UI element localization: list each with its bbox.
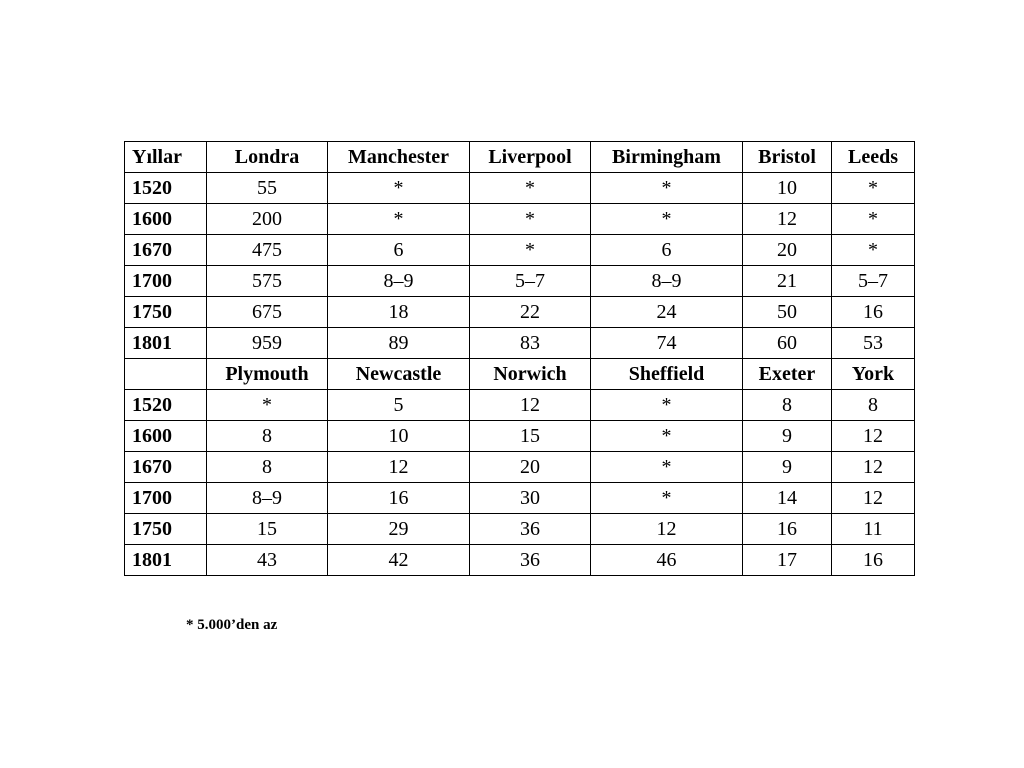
table-cell: 475 xyxy=(207,235,328,266)
table-cell: 53 xyxy=(832,328,915,359)
table-cell: 43 xyxy=(207,545,328,576)
column-header: Exeter xyxy=(743,359,832,390)
column-header: Plymouth xyxy=(207,359,328,390)
table-cell: 8 xyxy=(743,390,832,421)
table-cell: 5–7 xyxy=(470,266,591,297)
table-cell: 83 xyxy=(470,328,591,359)
table-cell: 42 xyxy=(328,545,470,576)
table-cell: 959 xyxy=(207,328,328,359)
table-cell: 9 xyxy=(743,421,832,452)
year-cell: 1801 xyxy=(125,328,207,359)
column-header: Birmingham xyxy=(591,142,743,173)
column-header: Leeds xyxy=(832,142,915,173)
column-header: Liverpool xyxy=(470,142,591,173)
table-cell: 18 xyxy=(328,297,470,328)
table-row xyxy=(125,297,915,328)
table-row xyxy=(125,235,915,266)
header-row xyxy=(125,359,915,390)
table-cell: * xyxy=(832,235,915,266)
table-cell: 16 xyxy=(743,514,832,545)
table-cell: 12 xyxy=(591,514,743,545)
table-cell: 20 xyxy=(470,452,591,483)
table-cell: 16 xyxy=(328,483,470,514)
table-cell: 50 xyxy=(743,297,832,328)
table-cell: 55 xyxy=(207,173,328,204)
table-cell: 89 xyxy=(328,328,470,359)
table-row xyxy=(125,173,915,204)
column-header: Sheffield xyxy=(591,359,743,390)
year-cell: 1520 xyxy=(125,390,207,421)
header-row xyxy=(125,142,915,173)
population-table xyxy=(124,141,915,576)
table-cell: 12 xyxy=(470,390,591,421)
table-cell: 15 xyxy=(207,514,328,545)
year-cell: 1670 xyxy=(125,452,207,483)
year-cell: 1670 xyxy=(125,235,207,266)
column-header: York xyxy=(832,359,915,390)
table-cell: * xyxy=(328,173,470,204)
table-cell: 9 xyxy=(743,452,832,483)
table-cell: 200 xyxy=(207,204,328,235)
table-row xyxy=(125,390,915,421)
year-cell: 1600 xyxy=(125,421,207,452)
table-row xyxy=(125,452,915,483)
table-cell: 30 xyxy=(470,483,591,514)
table-cell: 17 xyxy=(743,545,832,576)
table-cell: 12 xyxy=(832,483,915,514)
table-cell: 12 xyxy=(832,421,915,452)
table-row xyxy=(125,514,915,545)
table-cell: 12 xyxy=(328,452,470,483)
table-cell: 22 xyxy=(470,297,591,328)
table-cell: 10 xyxy=(328,421,470,452)
table-row xyxy=(125,545,915,576)
column-header: Newcastle xyxy=(328,359,470,390)
column-header: Bristol xyxy=(743,142,832,173)
table-row xyxy=(125,421,915,452)
column-header: Londra xyxy=(207,142,328,173)
table-cell: 8–9 xyxy=(328,266,470,297)
table-cell: 575 xyxy=(207,266,328,297)
table-cell: 46 xyxy=(591,545,743,576)
table-cell: 12 xyxy=(743,204,832,235)
column-header: Norwich xyxy=(470,359,591,390)
table-row xyxy=(125,328,915,359)
table-cell: 6 xyxy=(328,235,470,266)
table-cell: 11 xyxy=(832,514,915,545)
table-cell: 74 xyxy=(591,328,743,359)
table-cell: 5 xyxy=(328,390,470,421)
table-cell: * xyxy=(470,173,591,204)
table-cell: * xyxy=(832,204,915,235)
column-header: Manchester xyxy=(328,142,470,173)
table-cell: 24 xyxy=(591,297,743,328)
table-cell: 12 xyxy=(832,452,915,483)
table-cell: 21 xyxy=(743,266,832,297)
table-cell: 8 xyxy=(207,421,328,452)
year-cell: 1750 xyxy=(125,514,207,545)
table-cell: 36 xyxy=(470,545,591,576)
table-cell: 20 xyxy=(743,235,832,266)
table-cell: 14 xyxy=(743,483,832,514)
table-cell: 8–9 xyxy=(591,266,743,297)
table-row xyxy=(125,204,915,235)
year-cell: 1700 xyxy=(125,266,207,297)
table-cell: * xyxy=(470,235,591,266)
year-cell: 1700 xyxy=(125,483,207,514)
year-cell: 1801 xyxy=(125,545,207,576)
table-cell: * xyxy=(591,390,743,421)
table-cell: * xyxy=(591,452,743,483)
table-cell: 8 xyxy=(207,452,328,483)
table-cell: 8 xyxy=(832,390,915,421)
table-cell: 29 xyxy=(328,514,470,545)
table-cell: * xyxy=(591,421,743,452)
table-row xyxy=(125,266,915,297)
corner-label: Yıllar xyxy=(125,142,207,173)
table-cell: * xyxy=(591,173,743,204)
table-cell: 675 xyxy=(207,297,328,328)
footnote: * 5.000’den az xyxy=(186,617,278,633)
table-cell: * xyxy=(832,173,915,204)
table-cell: 15 xyxy=(470,421,591,452)
table-row xyxy=(125,483,915,514)
table-cell: 5–7 xyxy=(832,266,915,297)
table-cell: 16 xyxy=(832,297,915,328)
table-cell: * xyxy=(591,483,743,514)
table-cell: 8–9 xyxy=(207,483,328,514)
table-cell: 16 xyxy=(832,545,915,576)
table-cell: 60 xyxy=(743,328,832,359)
table-cell: * xyxy=(207,390,328,421)
table-cell: * xyxy=(591,204,743,235)
table-cell: * xyxy=(470,204,591,235)
year-cell: 1600 xyxy=(125,204,207,235)
year-cell: 1520 xyxy=(125,173,207,204)
table-cell: 36 xyxy=(470,514,591,545)
table-body xyxy=(125,142,915,576)
table-cell: 10 xyxy=(743,173,832,204)
year-cell: 1750 xyxy=(125,297,207,328)
empty-corner-cell xyxy=(125,359,207,390)
table-cell: 6 xyxy=(591,235,743,266)
table-cell: * xyxy=(328,204,470,235)
